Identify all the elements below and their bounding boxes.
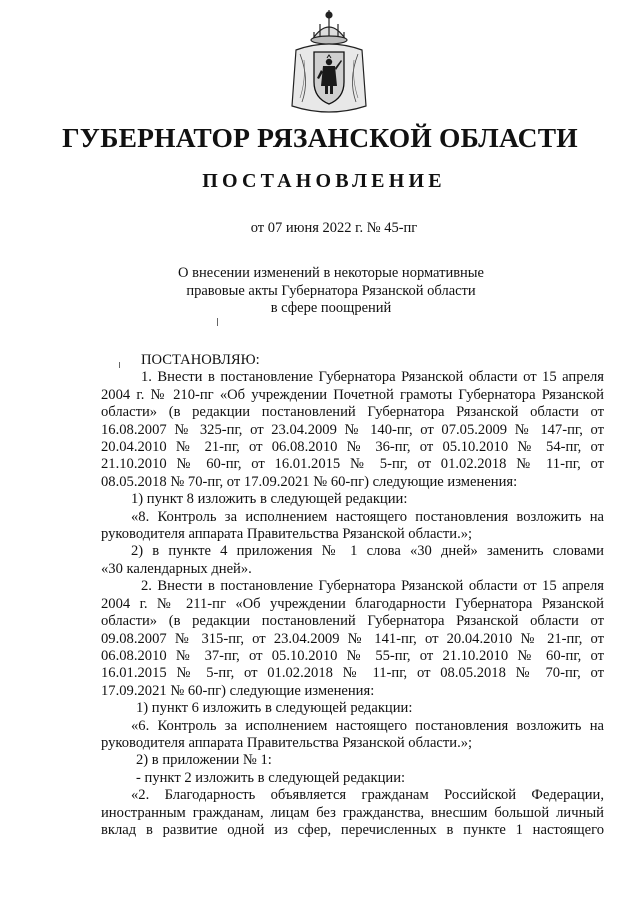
body-line: 17.09.2021 № 60-пг) следующие изменения:: [101, 682, 375, 699]
body-line: «30 календарных дней».: [101, 560, 252, 577]
body-line: 1. Внести в постановление Губернатора Рязанской области от 15 апреля: [141, 369, 604, 386]
body-line: 2004 г. № 211-пг «Об учреждении благодарности Губернатора Рязанской: [101, 595, 604, 612]
body-line: 2. Внести в постановление Губернатора Рязанской области от 15 апреля: [141, 578, 604, 595]
body-line: 2004 г. № 210-пг «Об учреждении Почетной грамоты Губернатора Рязанской: [101, 386, 604, 403]
document-subject: [0, 265, 640, 318]
scan-mark: [217, 318, 218, 326]
body-line: вклад в развитие одной из сфер, перечисленных в пункте 1 настоящего: [101, 821, 604, 838]
body-line: 2) в приложении № 1:: [136, 752, 272, 769]
body-line: области» (в редакции постановлений Губернатора Рязанской области от: [101, 404, 604, 421]
body-line: области» (в редакции постановлений Губернатора Рязанской области от: [101, 613, 604, 630]
body-line: 1) пункт 8 изложить в следующей редакции:: [131, 491, 408, 508]
resolution-word: ПОСТАНОВЛЯЮ:: [141, 352, 260, 368]
body-line: иностранным гражданам, лицам без гражданства, внесшим большой личный: [101, 804, 604, 821]
coat-of-arms-icon: [290, 10, 368, 118]
body-line: 08.05.2018 № 70-пг, от 17.09.2021 № 60-пг) следующие изменения:: [101, 473, 518, 490]
subject-line: в сфере поощрений: [270, 300, 392, 316]
body-line: 06.08.2010 № 37-пг, от 05.10.2010 № 55-пг, от 21.10.2010 № 60-пг, от: [101, 647, 604, 664]
page-title: ГУБЕРНАТОР РЯЗАНСКОЙ ОБЛАСТИ: [62, 122, 578, 153]
body-line: 2) в пункте 4 приложения № 1 слова «30 дней» заменить словами: [131, 543, 604, 560]
body-line: 09.08.2007 № 315-пг, от 23.04.2009 № 141-пг, от 20.04.2010 № 21-пг, от: [101, 630, 604, 647]
body-line: 16.08.2007 № 325-пг, от 23.04.2009 № 140-пг, от 07.05.2009 № 147-пг, от: [101, 421, 604, 438]
subject-line: правовые акты Губернатора Рязанской области: [186, 282, 476, 299]
body-line: - пункт 2 изложить в следующей редакции:: [136, 769, 406, 786]
body-line: 1) пункт 6 изложить в следующей редакции:: [136, 700, 413, 717]
scan-mark: [119, 362, 120, 368]
document-type: ПОСТАНОВЛЕНИЕ: [202, 170, 446, 192]
body-line: руководителя аппарата Правительства Рязанской области.»;: [101, 526, 473, 543]
body-line: «2. Благодарность объявляется гражданам Российской Федерации,: [131, 787, 604, 804]
body-line: 21.10.2010 № 60-пг, от 16.01.2015 № 5-пг, от 01.02.2018 № 11-пг, от: [101, 456, 604, 473]
body-line: 16.01.2015 № 5-пг, от 01.02.2018 № 11-пг, от 08.05.2018 № 70-пг, от: [101, 665, 604, 682]
body-line: 20.04.2010 № 21-пг, от 06.08.2010 № 36-пг, от 05.10.2010 № 54-пг, от: [101, 439, 604, 456]
body-line: руководителя аппарата Правительства Рязанской области.»;: [101, 734, 473, 751]
body-line: «6. Контроль за исполнением настоящего постановления возложить на: [131, 717, 604, 734]
body-line: «8. Контроль за исполнением настоящего постановления возложить на: [131, 508, 604, 525]
document-body: [101, 352, 604, 839]
document-date-number: от 07 июня 2022 г. № 45-пг: [250, 220, 418, 236]
subject-line: О внесении изменений в некоторые нормативные: [178, 265, 484, 281]
